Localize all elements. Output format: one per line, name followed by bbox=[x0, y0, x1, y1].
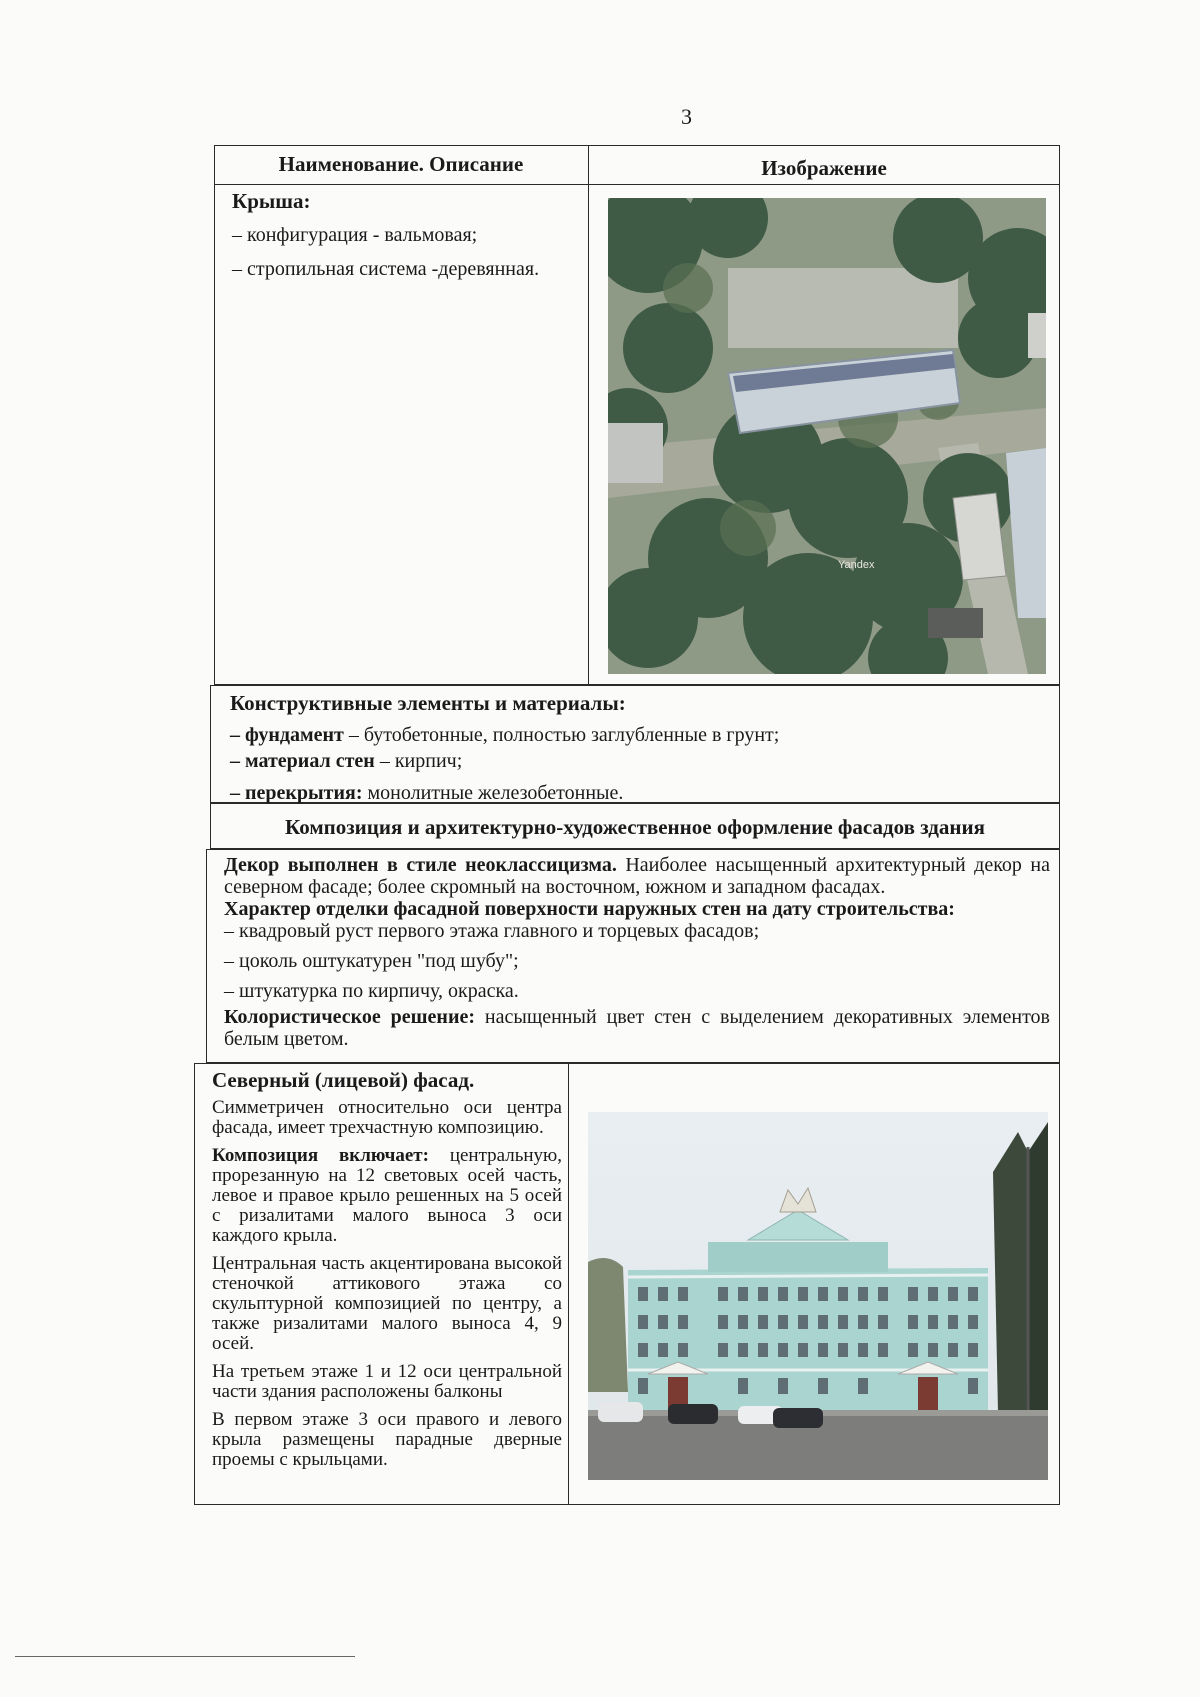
facade-p4: На третьем этаже 1 и 12 оси центральной части здания расположены балконы bbox=[212, 1361, 562, 1402]
constructive-item bbox=[230, 722, 1050, 748]
col1-header: Наименование. Описание bbox=[278, 152, 524, 176]
north-facade-text bbox=[212, 1070, 562, 1470]
roof-title: Крыша: bbox=[232, 189, 311, 213]
item-label: – фундамент bbox=[230, 724, 344, 746]
composition-header: Композиция и архитектурно-художественное оформление фасадов здания bbox=[285, 815, 985, 839]
item-label: – материал стен bbox=[230, 750, 375, 772]
roof-item: – стропильная система -деревянная. bbox=[232, 258, 540, 280]
item-text: – бутобетонные, полностью заглубленные в грунт; bbox=[343, 724, 780, 746]
item-text: монолитные железобетонные. bbox=[362, 782, 624, 804]
aerial-roof-image bbox=[608, 198, 1046, 674]
roof-item: – конфигурация - вальмовая; bbox=[232, 224, 478, 246]
aerial-map-graphic bbox=[608, 198, 1046, 674]
map-watermark: Yandex bbox=[838, 559, 875, 571]
north-facade-title: Северный (лицевой) фасад. bbox=[212, 1068, 475, 1092]
footer-rule bbox=[15, 1656, 355, 1657]
constructive-item bbox=[230, 748, 1050, 774]
facade-p5: В первом этаже 3 оси правого и левого крыла размещены парадные дверные проемы с крыльцами. bbox=[212, 1409, 562, 1470]
col2-header: Изображение bbox=[761, 156, 887, 180]
decor-item: – штукатурка по кирпичу, окраска. bbox=[224, 980, 519, 1002]
item-text: – кирпич; bbox=[374, 750, 463, 772]
decor-p1-text: Наиболее насыщенный архитектурный декор на северном фасаде; более скромный на восточном, южном и западном фасадах. bbox=[224, 854, 1050, 898]
constructive-text bbox=[230, 690, 1050, 806]
decor-p3-bold: Колористическое решение: bbox=[224, 1006, 476, 1028]
facade-photo-graphic bbox=[588, 1112, 1048, 1480]
decor-p3-text: насыщенный цвет стен с выделением декоративных элементов белым цветом. bbox=[224, 1006, 1051, 1050]
decor-text bbox=[224, 854, 1050, 1050]
page-number: 3 bbox=[681, 104, 692, 129]
facade-p2-text: центральную, прорезанную на 12 световых осей часть, левое и правое крыло решенных на 5 осей с ризалитами малого выноса 3 оси каждого крыла. bbox=[212, 1145, 562, 1246]
constructive-title: Конструктивные элементы и материалы: bbox=[230, 691, 626, 715]
decor-item: – квадровый руст первого этажа главного и торцевых фасадов; bbox=[224, 920, 760, 942]
facade-p1: Симметричен относительно оси центра фасада, имеет трехчастную композицию. bbox=[212, 1097, 562, 1138]
facade-p3: Центральная часть акцентирована высокой стеночкой аттикового этажа со скульптурной композицией по центру, а также ризалитами малого выноса 4, 9 осей. bbox=[212, 1253, 562, 1354]
facade-p2 bbox=[212, 1146, 562, 1246]
decor-item: – цоколь оштукатурен "под шубу"; bbox=[224, 950, 519, 972]
facade-p2-bold: Композиция включает: bbox=[212, 1145, 429, 1166]
decor-p2-bold: Характер отделки фасадной поверхности наружных стен на дату строительства: bbox=[224, 898, 955, 920]
north-facade-photo bbox=[588, 1112, 1048, 1480]
decor-p3 bbox=[224, 1006, 1050, 1050]
decor-p1-bold: Декор выполнен в стиле неоклассицизма. bbox=[224, 854, 617, 876]
roof-description bbox=[232, 188, 582, 282]
decor-p1 bbox=[224, 854, 1050, 898]
item-label: – перекрытия: bbox=[230, 782, 363, 804]
